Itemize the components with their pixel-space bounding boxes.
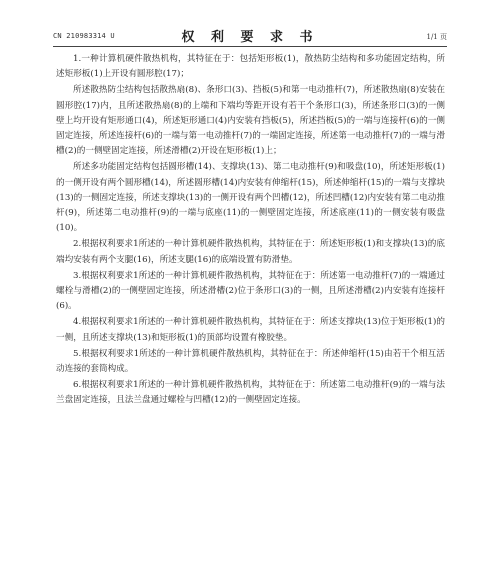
- claim-1-part-a: 所述散热防尘结构包括散热扇(8)、条形口(3)、挡板(5)和第一电动推杆(7)，所述散热扇(8)安装在圆形腔(17)内，且所述散热扇(8)的上端和下端均等距开设有若干个条形口(3)，所述条形口(3)的一侧壁上均开设有矩形通口(4)，所述矩形通口(4)内安装有挡板(5)，所述挡板(5)的一端与连接杆(6)的一侧固定连接，所述连接杆(6)的一端与第一电动推杆(7)的一端固定连接，所述第一电动推杆(7)的一端与滑槽(2)的一侧壁固定连接，所述滑槽(2)开设在矩形板(1)上；: [56, 85, 445, 157]
- page-number: 1/1 页: [426, 33, 447, 41]
- claim-6: 6.根据权利要求1所述的一种计算机硬件散热机构，其特征在于：所述第二电动推杆(9)的一端与法兰盘固定连接，且法兰盘通过螺栓与凹槽(12)的一侧壁固定连接。: [56, 380, 445, 406]
- claim-3: 3.根据权利要求1所述的一种计算机硬件散热机构，其特征在于：所述第一电动推杆(7)的一端通过螺栓与滑槽(2)的一侧壁固定连接，所述滑槽(2)位于条形口(3)的一侧，且所述滑槽(2)内安装有连接杆(6)。: [56, 270, 445, 312]
- claim-1: 1.一种计算机硬件散热机构，其特征在于：包括矩形板(1)，散热防尘结构和多功能固定结构，所述矩形板(1)上开设有圆形腔(17)；: [56, 54, 445, 80]
- publication-number: CN 210983314 U: [53, 32, 115, 40]
- claim-5: 5.根据权利要求1所述的一种计算机硬件散热机构，其特征在于：所述伸缩杆(15)由若干个相互活动连接的套筒构成。: [56, 348, 445, 375]
- claim-1-part-b: 所述多功能固定结构包括圆形槽(14)、支撑块(13)、第二电动推杆(9)和吸盘(10)，所述矩形板(1)的一侧开设有两个圆形槽(14)，所述圆形槽(14)内安装有伸缩杆(15)，所述伸缩杆(15)的一端与支撑块(13)的一侧固定连接，所述支撑块(13)的一侧开设有两个凹槽(12)，所述凹槽(12)内安装有第二电动推杆(9)，所述第二电动推杆(9)的一端与底座(11)的一侧壁固定连接，所述底座(11)的一侧安装有吸盘(10)。: [56, 162, 445, 234]
- page-header: [53, 26, 447, 48]
- claim-4: 4.根据权利要求1所述的一种计算机硬件散热机构，其特征在于：所述支撑块(13)位于矩形板(1)的一侧，且所述支撑块(13)和矩形板(1)的顶部均设置有橡胶垫。: [56, 317, 445, 343]
- document-title: 权 利 要 求 书: [181, 30, 319, 45]
- claims-body: [56, 52, 445, 409]
- header-divider: [53, 46, 447, 47]
- claim-2: 2.根据权利要求1所述的一种计算机硬件散热机构，其特征在于：所述矩形板(1)和支撑块(13)的底端均安装有两个支腿(16)，所述支腿(16)的底端设置有防滑垫。: [56, 239, 445, 265]
